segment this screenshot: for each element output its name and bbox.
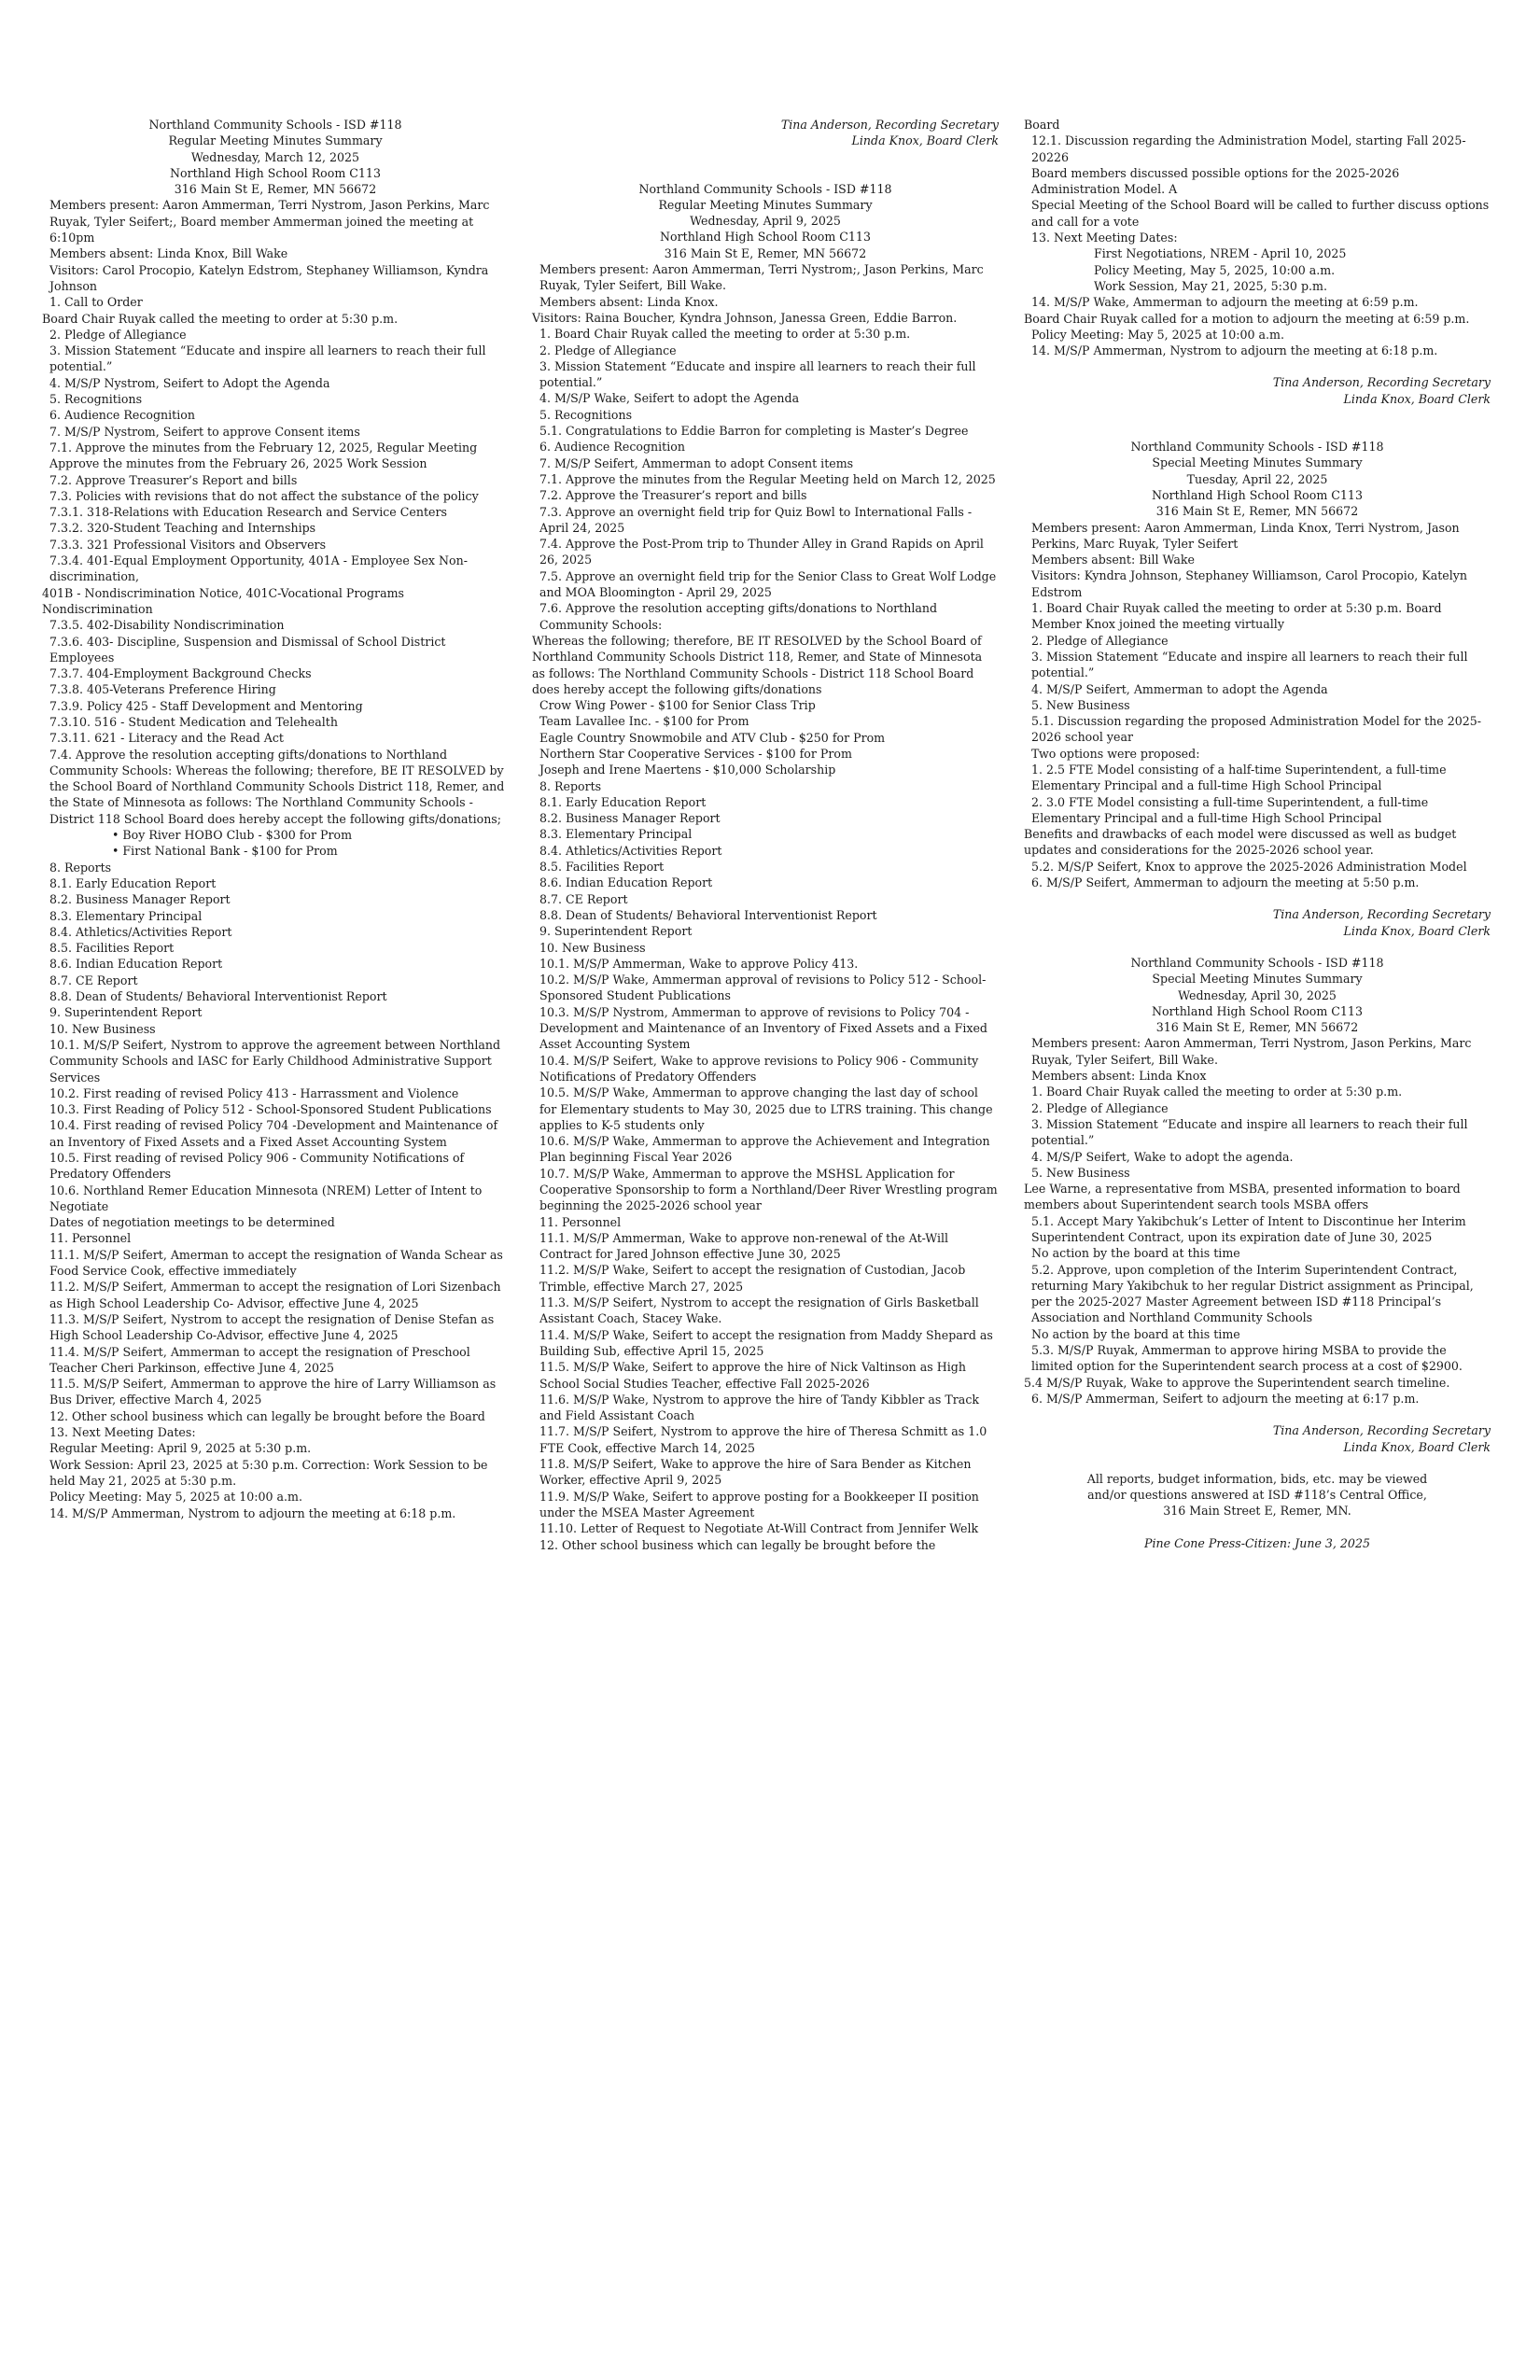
minutes-line: Northern Star Cooperative Services - $100 for Prom xyxy=(539,746,852,761)
minutes-line: 7.1. Approve the minutes from the February 12, 2025, Regular Meeting Approve the minutes from the February 26, 2025 Work Session xyxy=(49,440,482,471)
header-line: Northland High School Room C113 xyxy=(1152,1003,1363,1018)
minutes-line: 11.8. M/S/P Seifert, Wake to approve the hire of Sara Bender as Kitchen Worker, effective April 9, 2025 xyxy=(539,1457,975,1488)
minutes-line: Members present: Aaron Ammerman, Linda Knox, Terri Nystrom, Jason Perkins, Marc Ruyak, Tyler Seifert xyxy=(1031,520,1463,551)
minutes-line: 11.3. M/S/P Seifert, Nystrom to accept the resignation of Denise Stefan as High School Leadership Co-Advisor, effective June 4, 2025 xyxy=(49,1311,498,1343)
board-clerk: Linda Knox, Board Clerk xyxy=(851,133,999,148)
minutes-line: 3. Mission Statement “Educate and inspire all learners to reach their full potential.” xyxy=(1031,649,1472,680)
minutes-line: Dates of negotiation meetings to be determined xyxy=(49,1215,335,1230)
header-line: Special Meeting Minutes Summary xyxy=(1152,972,1363,987)
minutes-line: 8.1. Early Education Report xyxy=(539,794,707,809)
minutes-line: Visitors: Kyndra Johnson, Stephaney Williamson, Carol Procopio, Katelyn Edstrom xyxy=(1031,568,1472,599)
minutes-line: 7. M/S/P Seifert, Ammerman to adopt Consent items xyxy=(539,455,854,470)
minutes-line: 4. M/S/P Seifert, Ammerman to adopt the Agenda xyxy=(1031,681,1328,696)
signature-block xyxy=(1024,1422,1491,1455)
header-line: Northland Community Schools - ISD #118 xyxy=(638,181,892,196)
header-line: Special Meeting Minutes Summary xyxy=(1152,455,1363,470)
april-30-header xyxy=(1024,955,1491,1035)
minutes-line: 7.2. Approve Treasurer’s Report and bills xyxy=(49,472,298,487)
minutes-line: 11.5. M/S/P Wake, Seifert to approve the hire of Nick Valtinson as High School Social Studies Teacher, effective Fall 2025-2026 xyxy=(539,1360,970,1391)
minutes-line: 2. Pledge of Allegiance xyxy=(539,343,677,357)
minutes-line: 7.5. Approve an overnight field trip for the Senior Class to Great Wolf Lodge and MOA Bloomington - April 29, 2025 xyxy=(539,568,1001,600)
april-22-header xyxy=(1024,439,1491,519)
minutes-line: Members absent: Bill Wake xyxy=(1031,553,1195,567)
minutes-line: 2. Pledge of Allegiance xyxy=(1031,1100,1169,1115)
april-30-minutes xyxy=(1024,1035,1491,1407)
minutes-line: 7.4. Approve the resolution accepting gifts/donations to Northland Community Schools: Whereas the following; therefore, BE IT RESOLVED by the School Board of Northland Community Schools District 118, Remer, and the State of Minnesota as follows: The Northland Community Schools - District 118 School Board does hereby accept the following gifts/donations; xyxy=(49,747,509,826)
minutes-line: 9. Superintendent Report xyxy=(49,1005,203,1020)
minutes-line: Board Chair Ruyak called the meeting to order at 5:30 p.m. xyxy=(42,311,399,326)
header-line: Northland Community Schools - ISD #118 xyxy=(148,118,402,132)
minutes-line: 10.3. M/S/P Nystrom, Ammerman to approve of revisions to Policy 704 -Development and Maintenance of an Inventory of Fixed Assets and a Fixed Asset Accounting System xyxy=(539,1004,991,1052)
minutes-line: 4. M/S/P Wake, Seifert to adopt the Agenda xyxy=(539,391,800,406)
minutes-line: 5.2. Approve, upon completion of the Interim Superintendent Contract, returning Mary Yakibchuk to her regular District assignment as Principal, per the 2025-2027 Master Agreement between ISD #118 Principal’s Association and Northland Community Schools xyxy=(1031,1262,1477,1325)
april-22-minutes xyxy=(1024,520,1491,891)
recording-secretary: Tina Anderson, Recording Secretary xyxy=(1272,375,1491,390)
minutes-line: Joseph and Irene Maertens - $10,000 Scholarship xyxy=(539,763,836,777)
minutes-line: 10.2. M/S/P Wake, Ammerman approval of revisions to Policy 512 - School-Sponsored Student Publications xyxy=(539,973,987,1003)
minutes-line: 6. M/S/P Seifert, Ammerman to adjourn the meeting at 5:50 p.m. xyxy=(1031,875,1420,890)
minutes-line: 3. Mission Statement “Educate and inspire all learners to reach their full potential.” xyxy=(49,343,490,374)
minutes-line: Work Session: April 23, 2025 at 5:30 p.m. Correction: Work Session to be held May 21, 2025 at 5:30 p.m. xyxy=(49,1457,492,1488)
minutes-line: 10.5. M/S/P Wake, Ammerman to approve changing the last day of school for Elementary students to May 30, 2025 due to LTRS training. This change applies to K-5 students only xyxy=(539,1085,997,1132)
signature-block xyxy=(1024,374,1491,407)
minutes-line: 13. Next Meeting Dates: xyxy=(49,1425,196,1440)
minutes-line: Benefits and drawbacks of each model were discussed as well as budget updates and considerations for the 2025-2026 school year. xyxy=(1024,827,1461,858)
minutes-line: 8.5. Facilities Report xyxy=(539,860,665,875)
minutes-line: First Negotiations, NREM - April 10, 2025 xyxy=(1094,246,1347,261)
board-clerk: Linda Knox, Board Clerk xyxy=(1343,391,1491,406)
footer-line: All reports, budget information, bids, etc. may be viewed xyxy=(1086,1471,1428,1486)
minutes-line: 8.2. Business Manager Report xyxy=(539,811,721,826)
minutes-line: 12. Other school business which can legally be brought before the Board xyxy=(49,1408,485,1423)
minutes-line: 7.1. Approve the minutes from the Regular Meeting held on March 12, 2025 xyxy=(539,471,996,486)
minutes-line: 10.1. M/S/P Seifert, Nystrom to approve the agreement between Northland Community Schools and IASC for Early Childhood Administrative Support Services xyxy=(49,1037,505,1085)
minutes-line: Policy Meeting: May 5, 2025 at 10:00 a.m. xyxy=(49,1490,302,1505)
minutes-line: 11.5. M/S/P Seifert, Ammerman to approve the hire of Larry Williamson as Bus Driver, effective March 4, 2025 xyxy=(49,1377,500,1407)
minutes-line: 10.2. First reading of revised Policy 413 - Harrassment and Violence xyxy=(49,1085,459,1100)
header-line: Northland Community Schools - ISD #118 xyxy=(1130,440,1384,455)
minutes-line: 6. Audience Recognition xyxy=(49,408,195,423)
minutes-line: 5. New Business xyxy=(1031,697,1130,712)
minutes-line: 5. Recognitions xyxy=(539,407,633,422)
minutes-line: 5.1. Congratulations to Eddie Barron for completing is Master’s Degree xyxy=(539,424,969,439)
header-line: 316 Main St E, Remer, MN 56672 xyxy=(1155,1020,1359,1035)
minutes-line: 2. Pledge of Allegiance xyxy=(49,327,187,342)
minutes-line: 11. Personnel xyxy=(49,1231,132,1246)
minutes-line: 10.1. M/S/P Ammerman, Wake to approve Policy 413. xyxy=(539,956,859,971)
minutes-line: Members present: Aaron Ammerman, Terri Nystrom;, Jason Perkins, Marc Ruyak, Tyler Seifert, Bill Wake. xyxy=(539,262,987,293)
minutes-line: Whereas the following; therefore, BE IT RESOLVED by the School Board of Northland Community Schools District 118, Remer, and State of Minnesota as follows: The Northland Community Schools - District 118 School Board does hereby accept the following gifts/donations xyxy=(532,633,987,696)
minutes-line: Visitors: Raina Boucher, Kyndra Johnson, Janessa Green, Eddie Barron. xyxy=(532,310,958,325)
minutes-line: Policy Meeting: May 5, 2025 at 10:00 a.m. xyxy=(1031,327,1284,342)
minutes-line: 401B - Nondiscrimination Notice, 401C-Vocational Programs Nondiscrimination xyxy=(42,585,408,616)
minutes-line: 9. Superintendent Report xyxy=(539,924,693,939)
minutes-line: Visitors: Carol Procopio, Katelyn Edstrom, Stephaney Williamson, Kyndra Johnson xyxy=(49,262,493,293)
minutes-line: 7.3.7. 404-Employment Background Checks xyxy=(49,666,312,681)
minutes-line: 5.4 M/S/P Ruyak, Wake to approve the Superintendent search timeline. xyxy=(1024,1375,1450,1390)
header-line: 316 Main St E, Remer, MN 56672 xyxy=(1155,504,1359,519)
minutes-line: 7.6. Approve the resolution accepting gifts/donations to Northland Community Schools: xyxy=(539,601,942,632)
minutes-line: 1. 2.5 FTE Model consisting of a half-time Superintendent, a full-time Elementary Principal and a full-time High School Principal xyxy=(1031,762,1450,793)
minutes-line: 7.3.5. 402-Disability Nondiscrimination xyxy=(49,618,285,633)
minutes-line: 10. New Business xyxy=(49,1021,156,1036)
minutes-line: 1. Board Chair Ruyak called the meeting to order at 5:30 p.m. xyxy=(539,327,911,342)
recording-secretary: Tina Anderson, Recording Secretary xyxy=(1272,907,1491,922)
header-line: Northland High School Room C113 xyxy=(1152,487,1363,502)
minutes-line: 1. Board Chair Ruyak called the meeting to order at 5:30 p.m. Board Member Knox joined the meeting virtually xyxy=(1031,601,1446,632)
minutes-line: 8.8. Dean of Students/ Behavioral Interventionist Report xyxy=(539,907,877,922)
minutes-line: 8.7. CE Report xyxy=(49,973,138,987)
minutes-line: 14. M/S/P Wake, Ammerman to adjourn the meeting at 6:59 p.m. xyxy=(1031,295,1419,310)
minutes-line: 5.1. Discussion regarding the proposed Administration Model for the 2025-2026 school year xyxy=(1031,714,1482,745)
minutes-line: 7.3.9. Policy 425 - Staff Development and Mentoring xyxy=(49,698,363,713)
minutes-line: • Boy River HOBO Club - $300 for Prom xyxy=(112,828,353,843)
minutes-line: 11.10. Letter of Request to Negotiate At-Will Contract from Jennifer Welk xyxy=(539,1521,979,1536)
publication-line: Pine Cone Press-Citizen: June 3, 2025 xyxy=(1144,1535,1370,1550)
board-clerk: Linda Knox, Board Clerk xyxy=(1343,1439,1491,1454)
header-line: 316 Main St E, Remer, MN 56672 xyxy=(174,182,377,197)
minutes-line: 1. Call to Order xyxy=(49,295,143,310)
minutes-line: 8.4. Athletics/Activities Report xyxy=(539,843,722,858)
minutes-line: 7.3.8. 405-Veterans Preference Hiring xyxy=(49,682,276,697)
header-line: Northland Community Schools - ISD #118 xyxy=(1130,955,1384,970)
minutes-line: 10.4. M/S/P Seifert, Wake to approve revisions to Policy 906 - Community Notifications of Predatory Offenders xyxy=(539,1053,983,1084)
minutes-line: Members present: Aaron Ammerman, Terri Nystrom, Jason Perkins, Marc Ruyak, Tyler Seifert;, Board member Ammerman joined the meeting at 6:10pm xyxy=(49,198,494,245)
minutes-line: 8.1. Early Education Report xyxy=(49,875,217,890)
minutes-line: 4. M/S/P Seifert, Wake to adopt the agenda. xyxy=(1031,1149,1294,1164)
minutes-line: Members absent: Linda Knox. xyxy=(539,294,719,309)
minutes-line: 8.8. Dean of Students/ Behavioral Interventionist Report xyxy=(49,989,387,1004)
minutes-line: 7.3. Policies with revisions that do not affect the substance of the policy xyxy=(49,488,479,503)
column-1 xyxy=(42,117,509,1521)
minutes-line: 7.3.3. 321 Professional Visitors and Observers xyxy=(49,537,327,552)
footer-line: 316 Main Street E, Remer, MN. xyxy=(1163,1504,1351,1519)
minutes-line: 5.3. M/S/P Ruyak, Ammerman to approve hiring MSBA to provide the limited option for the Superintendent search process at a cost of $2900. xyxy=(1031,1343,1463,1374)
header-line: Tuesday, April 22, 2025 xyxy=(1186,471,1328,486)
minutes-line: 11.6. M/S/P Wake, Nystrom to approve the hire of Tandy Kibbler as Track and Field Assistant Coach xyxy=(539,1392,984,1423)
minutes-line: Members present: Aaron Ammerman, Terri Nystrom, Jason Perkins, Marc Ruyak, Tyler Seifert, Bill Wake. xyxy=(1031,1036,1476,1067)
header-line: Regular Meeting Minutes Summary xyxy=(168,133,383,148)
minutes-line: Lee Warne, a representative from MSBA, presented information to board members about Superintendent search tools MSBA offers xyxy=(1024,1182,1464,1212)
april-9-minutes-continued xyxy=(1024,117,1491,358)
minutes-line: 11.2. M/S/P Wake, Seifert to accept the resignation of Custodian, Jacob Trimble, effective March 27, 2025 xyxy=(539,1263,970,1294)
minutes-line: 11.9. M/S/P Wake, Seifert to approve posting for a Bookkeeper II position under the MSEA Master Agreement xyxy=(539,1489,983,1519)
april-9-header xyxy=(532,181,999,261)
minutes-line: 3. Mission Statement “Educate and inspire all learners to reach their full potential.” xyxy=(1031,1116,1472,1148)
minutes-line: 11.7. M/S/P Seifert, Nystrom to approve the hire of Theresa Schmitt as 1.0 FTE Cook, effective March 14, 2025 xyxy=(539,1424,991,1455)
minutes-line: 11.3. M/S/P Seifert, Nystrom to accept the resignation of Girls Basketball Assistant Coach, Stacey Wake. xyxy=(539,1295,983,1326)
minutes-line: 1. Board Chair Ruyak called the meeting to order at 5:30 p.m. xyxy=(1031,1085,1403,1099)
minutes-line: 8. Reports xyxy=(49,860,112,875)
header-line: Wednesday, March 12, 2025 xyxy=(190,149,360,164)
minutes-line: Policy Meeting, May 5, 2025, 10:00 a.m. xyxy=(1094,262,1336,277)
minutes-line: Two options were proposed: xyxy=(1031,746,1200,761)
header-line: 316 Main St E, Remer, MN 56672 xyxy=(664,245,867,260)
recording-secretary: Tina Anderson, Recording Secretary xyxy=(1272,1423,1491,1438)
minutes-line: 10.4. First reading of revised Policy 704 -Development and Maintenance of an Inventory of Fixed Assets and a Fixed Asset Accounting System xyxy=(49,1118,502,1149)
minutes-line: 7. M/S/P Nystrom, Seifert to approve Consent items xyxy=(49,424,360,439)
march-12-header xyxy=(42,117,509,197)
minutes-line: 7.3.10. 516 - Student Medication and Telehealth xyxy=(49,714,338,729)
minutes-line: Members absent: Linda Knox, Bill Wake xyxy=(49,246,288,261)
minutes-line: 5. New Business xyxy=(1031,1165,1130,1180)
header-line: Northland High School Room C113 xyxy=(660,230,871,245)
minutes-line: 12.1. Discussion regarding the Administration Model, starting Fall 2025-20226 xyxy=(1031,133,1466,164)
minutes-line: 8.3. Elementary Principal xyxy=(539,827,693,842)
minutes-line: 8.7. CE Report xyxy=(539,891,628,906)
minutes-line: 10.7. M/S/P Wake, Ammerman to approve the MSHSL Application for Cooperative Sponsorship to form a Northland/Deer River Wrestling program beginning the 2025-2026 school year xyxy=(539,1166,1001,1213)
minutes-line: 10.3. First Reading of Policy 512 - School-Sponsored Student Publications xyxy=(49,1102,492,1117)
minutes-line: Special Meeting of the School Board will be called to further discuss options and call for a vote xyxy=(1031,198,1493,229)
minutes-line: Crow Wing Power - $100 for Senior Class Trip xyxy=(539,698,816,713)
minutes-line: 5.1. Accept Mary Yakibchuk’s Letter of Intent to Discontinue her Interim Superintendent Contract, upon its expiration date of June 30, 2025 xyxy=(1031,1213,1470,1244)
public-notice-footer xyxy=(1024,1471,1491,1551)
minutes-line: 10.6. Northland Remer Education Minnesota (NREM) Letter of Intent to Negotiate xyxy=(49,1183,486,1213)
minutes-line: 2. 3.0 FTE Model consisting a full-time Superintendent, a full-time Elementary Principal and a full-time High School Principal xyxy=(1031,794,1433,825)
minutes-line: 11.4. M/S/P Wake, Seifert to accept the resignation from Maddy Shepard as Building Sub, effective April 15, 2025 xyxy=(539,1327,997,1358)
minutes-line: Work Session, May 21, 2025, 5:30 p.m. xyxy=(1094,278,1327,293)
minutes-line: 10.6. M/S/P Wake, Ammerman to approve the Achievement and Integration Plan beginning Fiscal Year 2026 xyxy=(539,1134,994,1165)
minutes-line: 7.3.2. 320-Student Teaching and Internships xyxy=(49,521,316,536)
minutes-line: 4. M/S/P Nystrom, Seifert to Adopt the Agenda xyxy=(49,375,330,390)
minutes-line: 7.4. Approve the Post-Prom trip to Thunder Alley in Grand Rapids on April 26, 2025 xyxy=(539,537,987,567)
minutes-line: 13. Next Meeting Dates: xyxy=(1031,231,1178,245)
minutes-line: 8.4. Athletics/Activities Report xyxy=(49,924,232,939)
minutes-line: 14. M/S/P Ammerman, Nystrom to adjourn the meeting at 6:18 p.m. xyxy=(1031,343,1438,358)
minutes-line: 6. Audience Recognition xyxy=(539,440,685,455)
minutes-line: 10.5. First reading of revised Policy 906 - Community Notifications of Predatory Offenders xyxy=(49,1151,469,1182)
minutes-line: 5. Recognitions xyxy=(49,392,143,407)
minutes-line: 11.1. M/S/P Ammerman, Wake to approve non-renewal of the At-Will Contract for Jared Johnson effective June 30, 2025 xyxy=(539,1230,953,1262)
minutes-line: No action by the board at this time xyxy=(1031,1326,1240,1341)
minutes-line: 8.6. Indian Education Report xyxy=(49,957,223,972)
april-9-minutes xyxy=(532,261,999,1553)
minutes-line: 11.1. M/S/P Seifert, Amerman to accept the resignation of Wanda Schear as Food Service Cook, effective immediately xyxy=(49,1247,507,1279)
minutes-line: 7.2. Approve the Treasurer’s report and bills xyxy=(539,488,807,503)
minutes-line: 8. Reports xyxy=(539,778,602,793)
header-line: Wednesday, April 9, 2025 xyxy=(690,214,841,229)
minutes-line: 8.3. Elementary Principal xyxy=(49,908,203,923)
minutes-line: 11.2. M/S/P Seifert, Ammerman to accept the resignation of Lori Sizenbach as High School Leadership Co- Advisor, effective June 4, 2025 xyxy=(49,1280,505,1310)
minutes-line: 5.2. M/S/P Seifert, Knox to approve the 2025-2026 Administration Model xyxy=(1031,859,1467,874)
minutes-line: 8.2. Business Manager Report xyxy=(49,892,231,907)
minutes-line: 7.3.6. 403- Discipline, Suspension and Dismissal of School District Employees xyxy=(49,634,450,665)
signature-block xyxy=(1024,906,1491,939)
column-3 xyxy=(1024,117,1491,1551)
minutes-line: 10. New Business xyxy=(539,940,646,955)
minutes-line: Members absent: Linda Knox xyxy=(1031,1069,1207,1084)
minutes-line: 7.3. Approve an overnight field trip for Quiz Bowl to International Falls - April 24, 2025 xyxy=(539,504,976,535)
minutes-line: 7.3.11. 621 - Literacy and the Read Act xyxy=(49,731,284,746)
signature-block xyxy=(532,117,999,149)
minutes-line: 6. M/S/P Ammerman, Seifert to adjourn the meeting at 6:17 p.m. xyxy=(1031,1391,1420,1406)
minutes-line: Team Lavallee Inc. - $100 for Prom xyxy=(539,714,749,729)
minutes-line: 14. M/S/P Ammerman, Nystrom to adjourn the meeting at 6:18 p.m. xyxy=(49,1505,456,1520)
minutes-line: Board members discussed possible options for the 2025-2026 Administration Model. A xyxy=(1031,165,1404,197)
minutes-line: 12. Other school business which can legally be brought before the xyxy=(539,1537,936,1552)
minutes-line: Regular Meeting: April 9, 2025 at 5:30 p.m. xyxy=(49,1441,312,1456)
minutes-line: 8.6. Indian Education Report xyxy=(539,875,713,890)
minutes-line: Board xyxy=(1024,118,1060,132)
minutes-line: 2. Pledge of Allegiance xyxy=(1031,633,1169,648)
minutes-line: 7.3.1. 318-Relations with Education Research and Service Centers xyxy=(49,505,447,520)
minutes-line: • First National Bank - $100 for Prom xyxy=(112,844,338,859)
board-clerk: Linda Knox, Board Clerk xyxy=(1343,923,1491,938)
recording-secretary: Tina Anderson, Recording Secretary xyxy=(780,118,999,132)
header-line: Northland High School Room C113 xyxy=(170,165,381,180)
header-line: Regular Meeting Minutes Summary xyxy=(658,197,873,212)
march-12-minutes xyxy=(42,197,509,1520)
minutes-line: 11. Personnel xyxy=(539,1214,622,1229)
minutes-line: No action by the board at this time xyxy=(1031,1246,1240,1261)
footer-line: and/or questions answered at ISD #118’s Central Office, xyxy=(1087,1488,1427,1503)
minutes-line: 3. Mission Statement “Educate and inspire all learners to reach their full potential.” xyxy=(539,358,980,390)
header-line: Wednesday, April 30, 2025 xyxy=(1178,987,1337,1002)
minutes-line: Eagle Country Snowmobile and ATV Club - $250 for Prom xyxy=(539,730,886,745)
minutes-line: Board Chair Ruyak called for a motion to adjourn the meeting at 6:59 p.m. xyxy=(1024,311,1470,326)
minutes-line: 7.3.4. 401-Equal Employment Opportunity, 401A - Employee Sex Non-discrimination, xyxy=(49,553,468,584)
column-2 xyxy=(532,117,999,1553)
minutes-line: 8.5. Facilities Report xyxy=(49,941,175,956)
minutes-line: 11.4. M/S/P Seifert, Ammerman to accept the resignation of Preschool Teacher Cheri Parkinson, effective June 4, 2025 xyxy=(49,1344,474,1375)
